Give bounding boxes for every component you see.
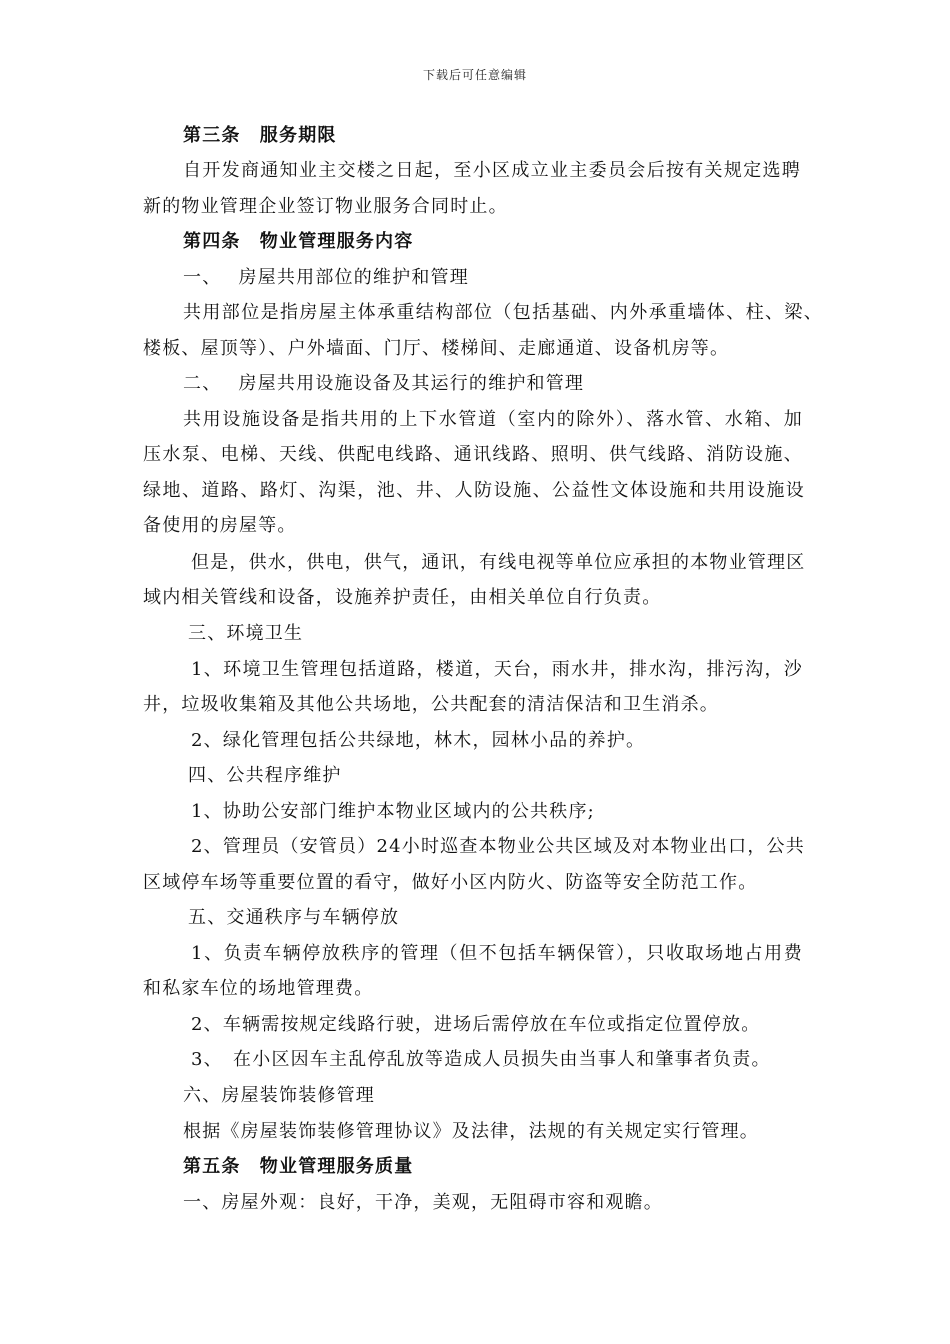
paragraph-line: 绿地、道路、路灯、沟渠，池、井、人防设施、公益性文体设施和共用设施设 (143, 480, 805, 501)
article-5-heading: 第五条 物业管理服务质量 (183, 1156, 414, 1177)
paragraph-line: 2、车辆需按规定线路行驶，进场后需停放在车位或指定位置停放。 (191, 1014, 761, 1035)
paragraph-line: 楼板、屋顶等）、户外墙面、门厅、楼梯间、走廊通道、设备机房等。 (143, 338, 730, 359)
section-heading: 二、 房屋共用设施设备及其运行的维护和管理 (183, 373, 585, 394)
section-heading: 一、 房屋共用部位的维护和管理 (183, 267, 469, 288)
paragraph-line: 域内相关管线和设备，设施养护责任，由相关单位自行负责。 (143, 587, 662, 608)
paragraph-line: 1、负责车辆停放秩序的管理（但不包括车辆保管），只收取场地占用费 (191, 943, 803, 964)
paragraph-line: 和私家车位的场地管理费。 (143, 978, 374, 999)
paragraph-line: 自开发商通知业主交楼之日起，至小区成立业主委员会后按有关规定选聘 (183, 160, 801, 181)
paragraph-line: 共用设施设备是指共用的上下水管道（室内的除外）、落水管、水箱、加 (183, 409, 803, 430)
article-3-heading: 第三条 服务期限 (183, 125, 337, 146)
paragraph-line: 1、协助公安部门维护本物业区域内的公共秩序; (191, 801, 595, 822)
page-header: 下载后可任意编辑 (422, 68, 527, 82)
article-4-heading: 第四条 物业管理服务内容 (183, 231, 414, 252)
paragraph-line: 井，垃圾收集箱及其他公共场地，公共配套的清洁保洁和卫生消杀。 (143, 694, 719, 715)
section-heading: 三、环境卫生 (188, 623, 304, 644)
section-heading: 六、房屋装饰装修管理 (183, 1085, 375, 1106)
paragraph-line: 备使用的房屋等。 (143, 515, 297, 536)
paragraph-line: 压水泵、电梯、天线、供配电线路、通讯线路、照明、供气线路、消防设施、 (143, 444, 803, 465)
paragraph-line: 2、管理员（安管员）24小时巡查本物业公共区域及对本物业出口，公共 (191, 836, 805, 857)
paragraph-line: 根据《房屋装饰装修管理协议》及法律，法规的有关规定实行管理。 (183, 1121, 759, 1142)
section-heading: 一、房屋外观：良好，干净，美观，无阻碍市容和观瞻。 (183, 1192, 663, 1213)
paragraph-line: 2、绿化管理包括公共绿地，林木，园林小品的养护。 (191, 730, 646, 751)
paragraph-line: 共用部位是指房屋主体承重结构部位（包括基础、内外承重墙体、柱、梁、 (183, 302, 823, 323)
paragraph-line: 但是，供水，供电，供气，通讯，有线电视等单位应承担的本物业管理区 (191, 552, 806, 573)
paragraph-line: 区域停车场等重要位置的看守，做好小区内防火、防盗等安全防范工作。 (143, 872, 758, 893)
section-heading: 五、交通秩序与车辆停放 (188, 907, 400, 928)
paragraph-line: 1、环境卫生管理包括道路，楼道，天台，雨水井，排水沟，排污沟，沙 (191, 659, 803, 680)
paragraph-line: 新的物业管理企业签订物业服务合同时止。 (143, 196, 508, 217)
paragraph-line: 3、 在小区因车主乱停乱放等造成人员损失由当事人和肇事者负责。 (191, 1049, 771, 1070)
section-heading: 四、公共程序维护 (188, 765, 342, 786)
